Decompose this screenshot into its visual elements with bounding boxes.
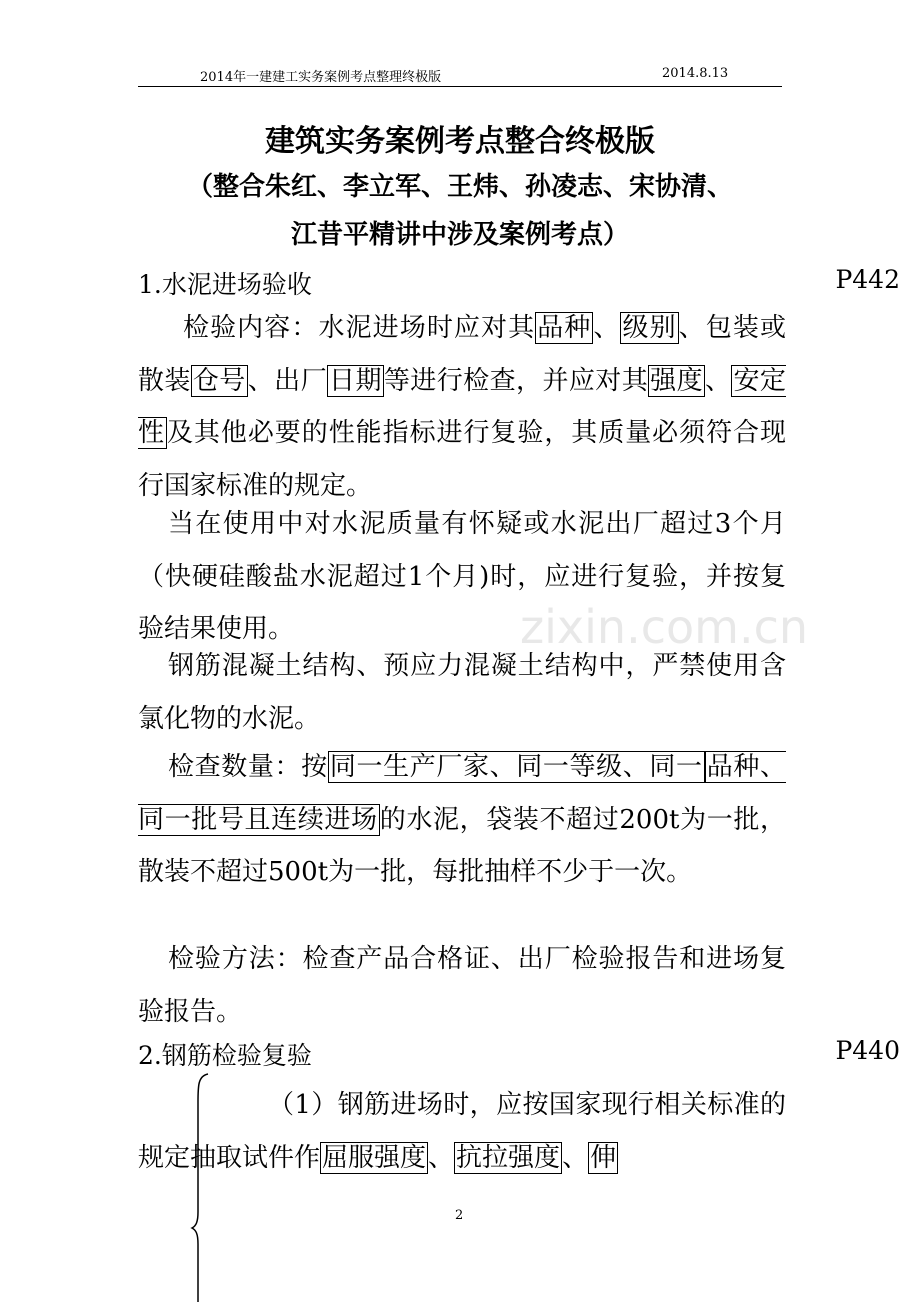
key-term-box: 同一生产厂家、同一等级、同一 bbox=[329, 752, 703, 782]
text-segment: 、 bbox=[593, 313, 621, 343]
header-date: 2014.8.13 bbox=[662, 66, 729, 81]
page-number: 2 bbox=[455, 1208, 464, 1223]
text-segment: 检查数量：按 bbox=[168, 752, 328, 782]
section-1-paragraph-quantity bbox=[138, 741, 786, 899]
section-2-heading: 2.钢筋检验复验 bbox=[138, 1041, 312, 1070]
watermark: zixin.com.cn bbox=[520, 600, 809, 654]
text-segment: 、 bbox=[705, 365, 732, 396]
key-term-box: 级别 bbox=[622, 313, 677, 343]
text-segment: 及其他必要的性能指标进行复验，其质量必须符合现行国家标准的规定。 bbox=[138, 418, 786, 501]
header-title: 2014年一建建工实务案例考点整理终极版 bbox=[200, 70, 442, 85]
key-term-box: 伸 bbox=[590, 1142, 617, 1173]
section-1-paragraph-retest: 当在使用中对水泥质量有怀疑或水泥出厂超过3个月（快硬硅酸盐水泥超过1个月)时，应进行复验，并按复验结果使用。 bbox=[138, 509, 786, 644]
key-term-box: 品种 bbox=[537, 313, 592, 343]
text-segment: 等进行检查，并应对其 bbox=[383, 365, 649, 396]
section-1-heading: 1.水泥进场验收 bbox=[138, 270, 312, 299]
section-1-paragraph-method: 检验方法：检查产品合格证、出厂检验报告和进场复验报告。 bbox=[138, 944, 786, 1027]
section-1-page-ref: P442 bbox=[835, 265, 900, 294]
text-segment: 的水泥，袋装不超过200t为一批，散装不超过500t为一批，每批抽样不少于一次。 bbox=[138, 804, 786, 887]
subtitle-line-2: 江昔平精讲中涉及案例考点） bbox=[290, 220, 629, 250]
subtitle-line-1: （整合朱红、李立军、王炜、孙凌志、宋协清、 bbox=[186, 172, 733, 202]
text-segment: 检验内容：水泥进场时应对其 bbox=[183, 313, 536, 343]
key-term-box: 日期 bbox=[329, 365, 382, 396]
text-segment: 、出厂 bbox=[247, 365, 328, 396]
text-segment: 、 bbox=[428, 1142, 455, 1173]
key-term-box: 仓号 bbox=[192, 365, 246, 396]
key-term-box: 抗拉强度 bbox=[456, 1142, 561, 1173]
text-segment: 、 bbox=[562, 1142, 589, 1173]
section-2-paragraph-1 bbox=[138, 1079, 786, 1184]
text-segment: （1）钢筋进场时，应按国家现行相关标准的规定抽取试件作 bbox=[138, 1090, 786, 1173]
section-1-paragraph-chloride: 钢筋混凝土结构、预应力混凝土结构中，严禁使用含氯化物的水泥。 bbox=[138, 651, 786, 734]
key-term-box: 强度 bbox=[650, 365, 704, 396]
key-term-box: 品种、同一批号且连续进场 bbox=[138, 752, 786, 835]
text-segment: 、包装或散装 bbox=[138, 313, 786, 396]
key-term-box: 屈服强度 bbox=[322, 1142, 427, 1173]
section-2-page-ref: P440 bbox=[835, 1036, 900, 1065]
document-title: 建筑实务案例考点整合终极版 bbox=[265, 124, 655, 159]
page-header bbox=[138, 64, 782, 87]
key-term-box: 安定性 bbox=[138, 365, 786, 448]
section-1-paragraph-inspection bbox=[138, 302, 786, 512]
